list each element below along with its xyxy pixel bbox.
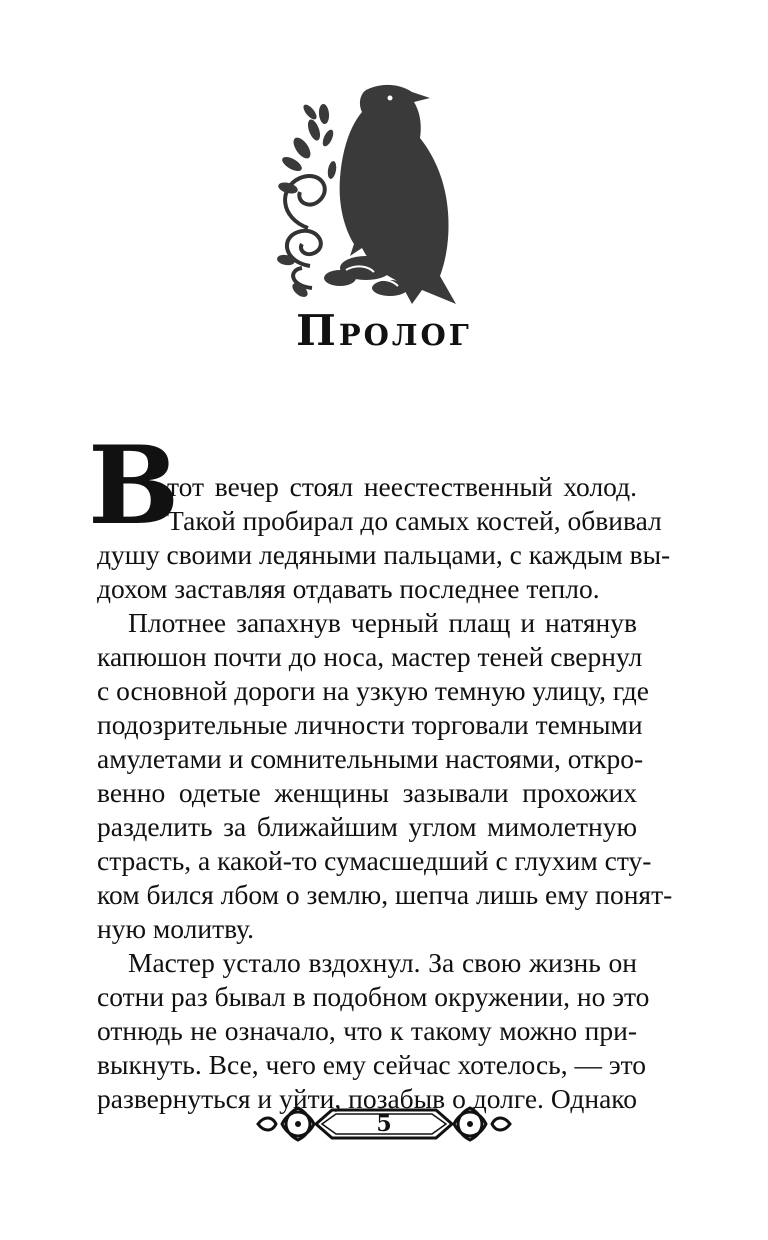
text-line: сотни раз бывал в подобном окружении, но это	[97, 981, 650, 1012]
text-line: отнюдь не означало, что к такому можно при-	[97, 1015, 637, 1046]
page-number: 5	[376, 1111, 392, 1137]
text-line: с основной дороги на узкую темную улицу, где	[97, 675, 649, 706]
text-line: дохом заставляя отдавать последнее тепло.	[97, 573, 600, 604]
text-line: страсть, а какой-то сумасшедший с глухим сту-	[97, 845, 652, 876]
text-line: Плотнее запахнув черный плащ и натянув	[128, 607, 637, 638]
text-line: душу своими ледяными пальцами, с каждым вы-	[97, 539, 671, 570]
text-line: разделить за ближайшим углом мимолетную	[97, 811, 637, 842]
text-line: тот вечер стоял неестественный холод.	[167, 471, 637, 502]
text-line: развернуться и уйти, позабыв о долге. Однако	[97, 1083, 637, 1114]
text-line: Такой пробирал до самых костей, обвивал	[167, 505, 662, 536]
chapter-title: Пролог	[296, 306, 472, 355]
drop-cap: В	[88, 423, 180, 549]
text-line: ком бился лбом о землю, шепча лишь ему понят-	[97, 879, 673, 910]
text-line: амулетами и сомнительными настоями, откро-	[97, 743, 644, 774]
text-line: капюшон почти до носа, мастер теней свернул	[97, 641, 643, 672]
text-line: ную молитву.	[97, 913, 255, 944]
raven-icon	[270, 78, 470, 306]
page-footer	[254, 1100, 514, 1148]
text-line: Мастер устало вздохнул. За свою жизнь он	[128, 947, 637, 978]
text-line: выкнуть. Все, чего ему сейчас хотелось, — это	[97, 1049, 647, 1080]
text-line: венно одетые женщины зазывали прохожих	[97, 777, 637, 808]
text-line: подозрительные личности торговали темными	[97, 709, 643, 740]
